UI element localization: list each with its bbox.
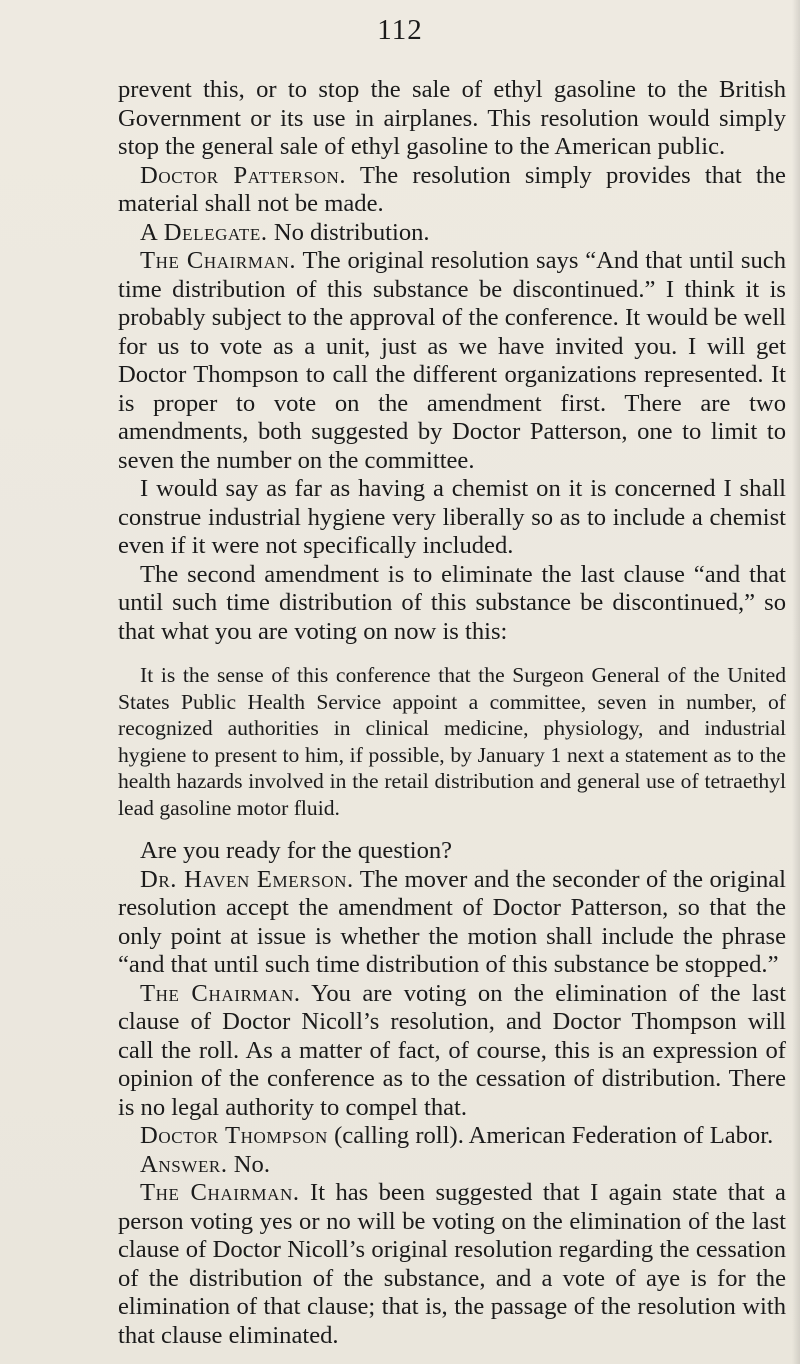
paragraph-text: Are you ready for the question?: [140, 837, 453, 864]
quoted-resolution: It is the sense of this conference that the Surgeon General of the United States Public Health Service appoint a committee, seven in number, of recognized authorities in clinical medicine, physiology, and industrial hygiene to present to him, if possible, by January 1 next a statement as to the health hazards involved in the retail distribution and general use of tetraethyl lead gasoline motor fluid.: [118, 663, 786, 820]
speaker-name: Dr. Haven Emerson.: [140, 865, 354, 893]
paragraph: [118, 837, 786, 866]
speaker-name: A Delegate.: [140, 218, 268, 246]
paragraph: [118, 1151, 786, 1180]
body-text: [118, 76, 786, 1350]
paragraph-text: (calling roll). American Federation of Labor.: [334, 1122, 774, 1149]
paragraph-text: No.: [233, 1150, 270, 1178]
paragraph-text: The mover and the seconder of the original resolution accept the amendment of Doctor Patterson, so that the only point at issue is whether the motion shall include the phrase “and that until such time distribution of this substance be stopped.”: [118, 865, 786, 978]
paragraph: [118, 162, 786, 219]
paragraph: [118, 866, 786, 980]
paragraph-text: The resolution simply provides that the material shall not be made.: [118, 161, 786, 217]
paragraph-text: The original resolution says “And that until such time distribution of this substance be discontinued.” I think it is probably subject to the approval of the conference. It would be well for us to vote as a unit, just as we have invited you. I will get Doctor Thompson to call the different organizations represented. It is proper to vote on the amendment first. There are two amendments, both suggested by Doctor Patterson, one to limit to seven the number on the committee.: [118, 247, 786, 474]
paragraph-text: I would say as far as having a chemist on it is concerned I shall construe industrial hygiene very liberally so as to include a chemist even if it were not specifically included.: [118, 475, 786, 559]
paragraph-text: prevent this, or to stop the sale of ethyl gasoline to the British Government or its use in airplanes. This resolution would simply stop the general sale of ethyl gasoline to the American public.: [118, 76, 786, 160]
paragraph: [118, 1179, 786, 1350]
speaker-name: Doctor Patterson.: [140, 161, 347, 189]
speaker-name: The Chairman.: [140, 247, 297, 274]
paragraph-text: No distribution.: [273, 218, 430, 246]
paragraph: [118, 247, 786, 475]
page-edge-shadow: [792, 0, 800, 1364]
paragraph: [118, 980, 786, 1123]
paragraph-text: The second amendment is to eliminate the last clause “and that until such time distribution of this substance be discontinued,” so that what you are voting on now is this:: [118, 560, 786, 645]
paragraph-text: It has been suggested that I again state that a person voting yes or no will be voting on the elimination of the last clause of Doctor Nicoll’s original resolution regarding the cessation of the distribution of the substance, and a vote of aye is for the elimination of that clause; that is, the passage of the resolution with that clause eliminated.: [118, 1179, 786, 1349]
paragraph: [118, 561, 786, 647]
page-number: 112: [377, 14, 423, 46]
speaker-name: The Chairman.: [140, 1179, 300, 1206]
paragraph: [118, 1122, 786, 1151]
paragraph: [118, 76, 786, 162]
speaker-name: Answer.: [140, 1150, 228, 1178]
paragraph-text: You are voting on the elimination of the last clause of Doctor Nicoll’s resolution, and Doctor Thompson will call the roll. As a matter of fact, of course, this is an expression of opinion of the conference as to the cessation of distribution. There is no legal authority to compel that.: [118, 979, 786, 1121]
speaker-name: Doctor Thompson: [140, 1122, 328, 1149]
paragraph: [118, 219, 786, 248]
paragraph: [118, 475, 786, 561]
speaker-name: The Chairman.: [140, 979, 301, 1007]
